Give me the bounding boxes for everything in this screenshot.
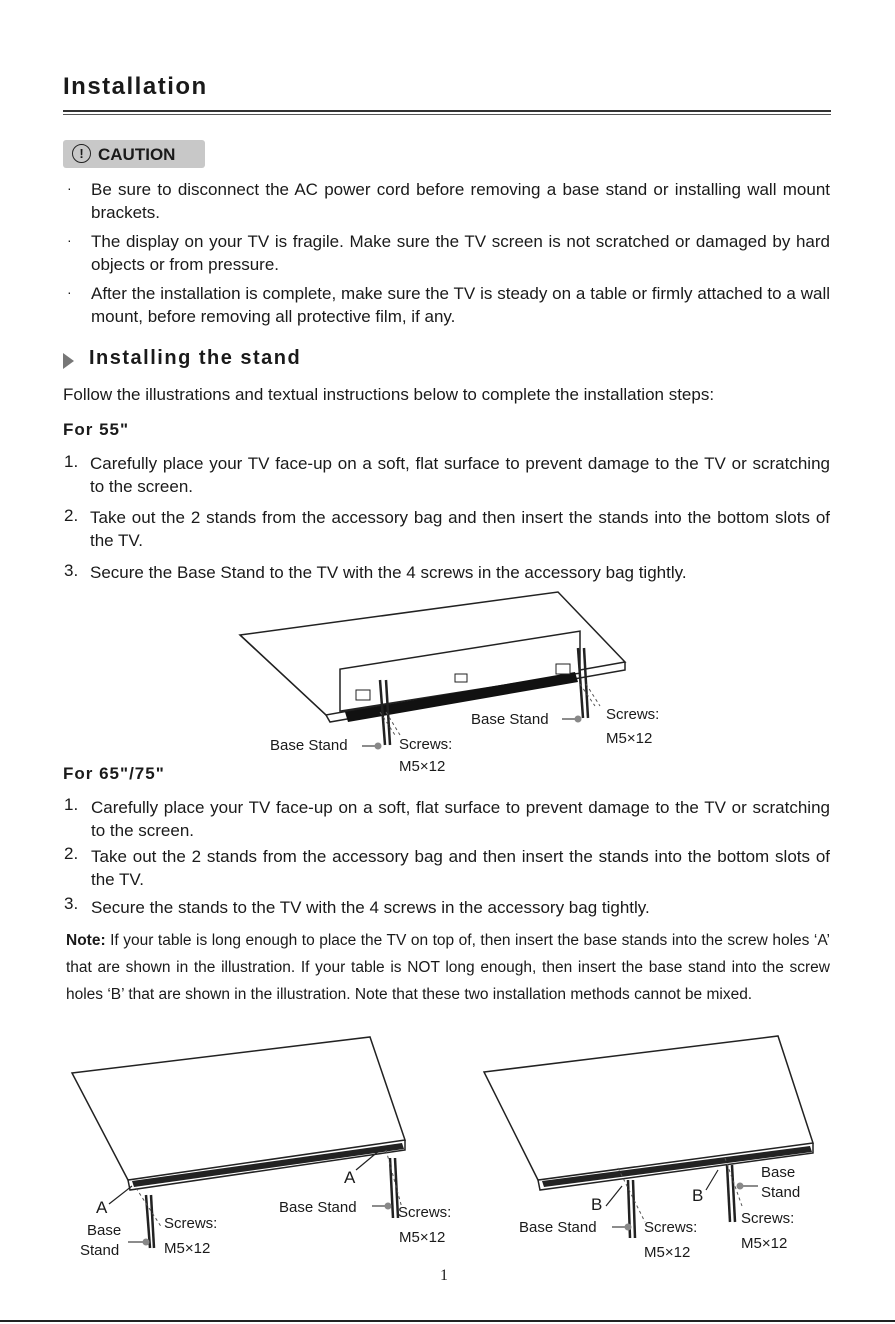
- screw-size-label: M5×12: [399, 758, 446, 775]
- page-number: 1: [440, 1267, 448, 1284]
- hole-b-label: B: [591, 1195, 603, 1214]
- bullet-dot-icon: ·: [67, 180, 72, 196]
- step-text: Carefully place your TV face-up on a soft, flat surface to prevent damage to the TV or scratching to the screen.: [91, 798, 830, 840]
- subheading-55: For 55": [63, 420, 130, 439]
- subheading-65-75: For 65"/75": [63, 764, 165, 783]
- screw-size-label: M5×12: [606, 730, 653, 747]
- step-text: Secure the stands to the TV with the 4 screws in the accessory bag tightly.: [91, 898, 650, 917]
- screw-size-label: M5×12: [399, 1229, 446, 1246]
- screws-label: Screws:: [164, 1215, 218, 1232]
- hole-b-label: B: [692, 1186, 704, 1205]
- step-text: Carefully place your TV face-up on a soft, flat surface to prevent damage to the TV or scratching to the screen.: [90, 454, 830, 496]
- base-label: Base: [761, 1164, 796, 1181]
- base-label: Base: [87, 1222, 122, 1239]
- caution-item: The display on your TV is fragile. Make sure the TV screen is not scratched or damaged by hard objects or from pressure.: [91, 232, 830, 274]
- bullet-dot-icon: ·: [67, 284, 72, 300]
- caution-label: CAUTION: [98, 145, 176, 164]
- screws-label: Screws:: [741, 1210, 795, 1227]
- exclamation-circle-icon: !: [72, 144, 91, 163]
- base-stand-label: Base Stand: [270, 737, 348, 754]
- step-number: 2.: [64, 506, 79, 525]
- screws-label: Screws:: [399, 736, 453, 753]
- caution-item: After the installation is complete, make sure the TV is steady on a table or firmly attached to a wall mount, before removing all protective film, if any.: [91, 284, 830, 326]
- screw-size-label: M5×12: [741, 1235, 788, 1252]
- base-stand-label: Base Stand: [519, 1219, 597, 1236]
- step-number: 1.: [64, 452, 79, 471]
- stand-label: Stand: [761, 1184, 801, 1201]
- section-heading-text: Installing the stand: [89, 347, 302, 369]
- stand-label: Stand: [80, 1242, 120, 1259]
- page-title: Installation: [63, 73, 208, 100]
- step-number: 1.: [64, 795, 79, 814]
- screws-label: Screws:: [398, 1204, 452, 1221]
- step-number: 3.: [64, 894, 79, 913]
- base-stand-label: Base Stand: [471, 711, 549, 728]
- step-number: 3.: [64, 561, 79, 580]
- page-bottom-rule: [0, 1320, 895, 1322]
- step-number: 2.: [64, 844, 79, 863]
- screws-label: Screws:: [644, 1219, 698, 1236]
- note-label: Note:: [66, 932, 106, 949]
- caution-item: Be sure to disconnect the AC power cord before removing a base stand or installing wall mount brackets.: [91, 180, 830, 222]
- note-text: If your table is long enough to place the TV on top of, then insert the base stands into the screw holes ‘A’ that are shown in the illustration. If your table is NOT long enough, then insert the base stand into the screw holes ‘B’ that are shown in the illustration. Note that these two installation methods cannot be mixed.: [66, 932, 830, 1003]
- step-text: Take out the 2 stands from the accessory bag and then insert the stands into the bottom slots of the TV.: [90, 508, 830, 550]
- section-intro: Follow the illustrations and textual instructions below to complete the installation steps:: [63, 385, 715, 404]
- base-stand-label: Base Stand: [279, 1199, 357, 1216]
- hole-a-label: A: [96, 1198, 108, 1217]
- screw-size-label: M5×12: [644, 1244, 691, 1261]
- screws-label: Screws:: [606, 706, 660, 723]
- screw-size-label: M5×12: [164, 1240, 211, 1257]
- hole-a-label: A: [344, 1168, 356, 1187]
- step-text: Take out the 2 stands from the accessory bag and then insert the stands into the bottom slots of the TV.: [91, 847, 830, 889]
- bullet-dot-icon: ·: [67, 232, 72, 248]
- step-text: Secure the Base Stand to the TV with the 4 screws in the accessory bag tightly.: [90, 563, 687, 582]
